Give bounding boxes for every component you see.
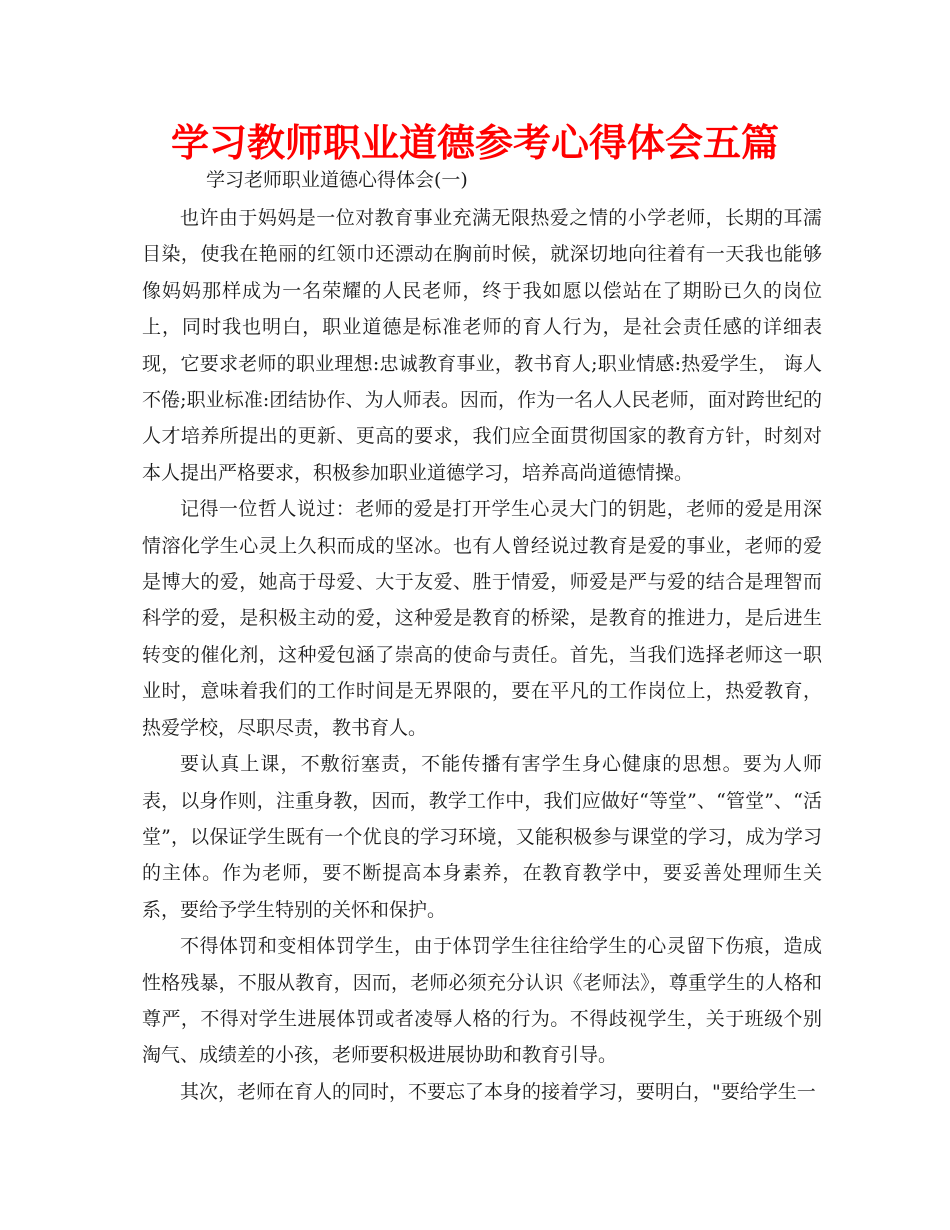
document-subtitle: 学习老师职业道德心得体会(一) bbox=[206, 169, 468, 191]
paragraph: 记得一位哲人说过：老师的爱是打开学生心灵大门的钥匙，老师的爱是用深情溶化学生心灵上久积而成的坚冰。也有人曾经说过教育是爱的事业，老师的爱是博大的爱，她高于母爱、大于友爱、胜于情爱，师爱是严与爱的结合是理智而科学的爱，是积极主动的爱，这种爱是教育的桥梁，是教育的推进力，是后进生转变的催化剂，这种爱包涵了崇高的使命与责任。首先，当我们选择老师这一职业时，意味着我们的工作时间是无界限的，要在平凡的工作岗位上，热爱教育，热爱学校，尽职尽责，教书育人。 bbox=[142, 498, 822, 739]
paragraph: 要认真上课，不敷衍塞责，不能传播有害学生身心健康的思想。要为人师表，以身作则，注重身教，因而，教学工作中，我们应做好“等堂”、“管堂”、“活堂”，以保证学生既有一个优良的学习环境，又能积极参与课堂的学习，成为学习的主体。作为老师，要不断提高本身素养，在教育教学中，要妥善处理师生关系，要给予学生特别的关怀和保护。 bbox=[142, 753, 822, 921]
document-body bbox=[142, 200, 822, 1110]
paragraph: 也许由于妈妈是一位对教育事业充满无限热爱之情的小学老师，长期的耳濡目染，使我在艳丽的红领巾还漂动在胸前时候，就深切地向往着有一天我也能够像妈妈那样成为一名荣耀的人民老师，终于我如愿以偿站在了期盼已久的岗位上，同时我也明白，职业道德是标准老师的育人行为，是社会责任感的详细表现，它要求老师的职业理想:忠诚教育事业，教书育人;职业情感:热爱学生， 诲人不倦;职业标准:团结协作、为人师表。因而，作为一名人人民老师，面对跨世纪的人才培养所提出的更新、更高的要求，我们应全面贯彻国家的教育方针，时刻对本人提出严格要求，积极参加职业道德学习，培养高尚道德情操。 bbox=[142, 207, 822, 484]
paragraph: 其次，老师在育人的同时，不要忘了本身的接着学习，要明白，"要给学生一 bbox=[180, 1080, 816, 1103]
document-title: 学习教师职业道德参考心得体会五篇 bbox=[170, 121, 779, 165]
paragraph: 不得体罚和变相体罚学生，由于体罚学生往往给学生的心灵留下伤痕，造成性格残暴，不服从教育，因而，老师必须充分认识《老师法》，尊重学生的人格和尊严，不得对学生进展体罚或者凌辱人格的行为。不得歧视学生，关于班级个别淘气、成绩差的小孩，老师要积极进展协助和教育引导。 bbox=[142, 935, 822, 1067]
